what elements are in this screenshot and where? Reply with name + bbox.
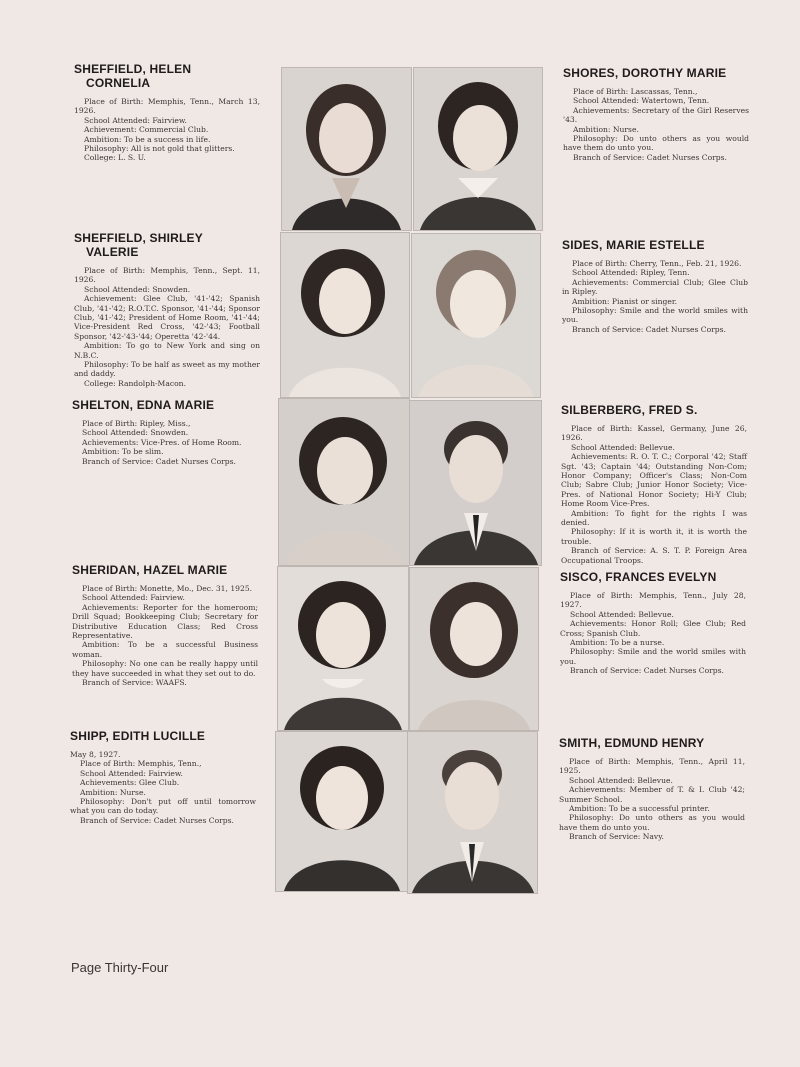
student-name: SHELTON, EDNA MARIE	[72, 398, 215, 412]
portrait-photo-silberberg-fred	[409, 400, 542, 566]
student-name: SHORES, DOROTHY MARIE	[563, 66, 727, 80]
student-details: Place of Birth: Lascassas, Tenn., School Attended: Watertown, Tenn. Achievements: Secretary of the Girl Reserves '43. Ambition: Nurse. Philosophy: Do unto others as you would have them do unto you. Branch of Service: Cadet Nurses Corps.	[563, 87, 749, 162]
student-details: Place of Birth: Cherry, Tenn., Feb. 21, 1926. School Attended: Ripley, Tenn. Achievements: Commercial Club; Glee Club in Ripley. Ambition: Pianist or singer. Philosophy: Smile and the world smiles with you. Branch of Service: Cadet Nurses Corps.	[562, 259, 748, 334]
portrait-photo-smith-edmund	[407, 731, 538, 894]
student-name: SHEFFIELD, HELEN CORNELIA	[74, 62, 192, 90]
page-number-footer: Page Thirty-Four	[71, 960, 169, 975]
portrait-photo-sheffield-shirley	[280, 232, 410, 398]
student-name: SILBERBERG, FRED S.	[561, 403, 698, 417]
portrait-photo-shores-dorothy	[413, 67, 543, 231]
entry-shores-dorothy	[563, 66, 749, 162]
portrait-photo-sisco-frances	[409, 567, 539, 731]
student-details: Place of Birth: Memphis, Tenn., July 28, 1927. School Attended: Bellevue. Achievements: Honor Roll; Glee Club; Red Cross; Spanish Club. Ambition: To be a nurse. Philosophy: Smile and the world smiles with you. Branch of Service: Cadet Nurses Corps.	[560, 591, 746, 676]
student-details: May 8, 1927. Place of Birth: Memphis, Tenn., School Attended: Fairview. Achievements: Glee Club. Ambition: Nurse. Philosophy: Don't put off until tomorrow what you can do today. Branch of Service: Cadet Nurses Corps.	[70, 750, 256, 825]
entry-shelton-edna	[72, 398, 258, 466]
entry-shipp-edith	[70, 729, 256, 825]
portrait-photo-sheridan-hazel	[277, 566, 409, 731]
student-details: Place of Birth: Memphis, Tenn., April 11, 1925. School Attended: Bellevue. Achievements: Member of T. & I. Club '42; Summer School. Ambition: To be a successful printer. Philosophy: Do unto others as you would have them do unto you. Branch of Service: Navy.	[559, 757, 745, 842]
student-name: SHERIDAN, HAZEL MARIE	[72, 563, 228, 577]
portrait-photo-shelton-edna	[278, 398, 410, 566]
entry-sides-marie	[562, 238, 748, 334]
portrait-photo-shipp-edith	[275, 731, 408, 892]
entry-sheridan-hazel	[72, 563, 258, 687]
student-name: SHEFFIELD, SHIRLEY VALERIE	[74, 231, 203, 259]
student-name: SISCO, FRANCES EVELYN	[560, 570, 717, 584]
entry-sheffield-helen	[74, 62, 260, 163]
student-details: Place of Birth: Memphis, Tenn., March 13, 1926. School Attended: Fairview. Achievement: Commercial Club. Ambition: To be a success in life. Philosophy: All is not gold that glitters. College: L. S. U.	[74, 97, 260, 163]
entry-smith-edmund	[559, 736, 745, 842]
student-details: Place of Birth: Memphis, Tenn., Sept. 11, 1926. School Attended: Snowden. Achievement: Glee Club, '41-'42; Spanish Club, '41-'42; R.O.T.C. Sponsor, '41-'44; Sponsor Club, '41-'42; President of Home Room, '41-'44; Vice-President Red Cross, '42-'43; Football Sponsor, '42-'43-'44; Operetta '42-'44. Ambition: To go to New York and sing on N.B.C. Philosophy: To be half as sweet as my mother and daddy. College: Randolph-Macon.	[74, 266, 260, 388]
student-name: SMITH, EDMUND HENRY	[559, 736, 705, 750]
entry-sisco-frances	[560, 570, 746, 676]
entry-sheffield-shirley	[74, 231, 260, 388]
portrait-photo-sides-marie	[411, 233, 541, 398]
entry-silberberg-fred	[561, 403, 747, 565]
student-details: Place of Birth: Ripley, Miss., School Attended: Snowden. Achievements: Vice-Pres. of Home Room. Ambition: To be slim. Branch of Service: Cadet Nurses Corps.	[82, 419, 242, 466]
student-name: SIDES, MARIE ESTELLE	[562, 238, 705, 252]
portrait-photo-sheffield-helen	[281, 67, 412, 231]
student-details: Place of Birth: Monette, Mo., Dec. 31, 1925. School Attended: Fairview. Achievements: Reporter for the homeroom; Drill Squad; Bookkeeping Club; Secretary for Distributive Education Class; Red Cross Representative. Ambition: To be a successful Business woman. Philosophy: No one can be really happy until they have succeeded in what they set out to do. Branch of Service: WAAFS.	[72, 584, 258, 688]
student-name: SHIPP, EDITH LUCILLE	[70, 729, 206, 743]
student-details: Place of Birth: Kassel, Germany, June 26, 1926. School Attended: Bellevue. Achievements: R. O. T. C.; Corporal '42; Staff Sgt. '43; Captain '44; Outstanding Non-Com; Honor Company; Officer's Class; Non-Com Club; Sabre Club; Junior Honor Society; Vice-Pres. of National Honor Society; Hi-Y Club; Home Room Vice-Pres. Ambition: To fight for the rights I was denied. Philosophy: If it is worth it, it is worth the trouble. Branch of Service: A. S. T. P. Foreign Area Occupational Troops.	[561, 424, 747, 565]
